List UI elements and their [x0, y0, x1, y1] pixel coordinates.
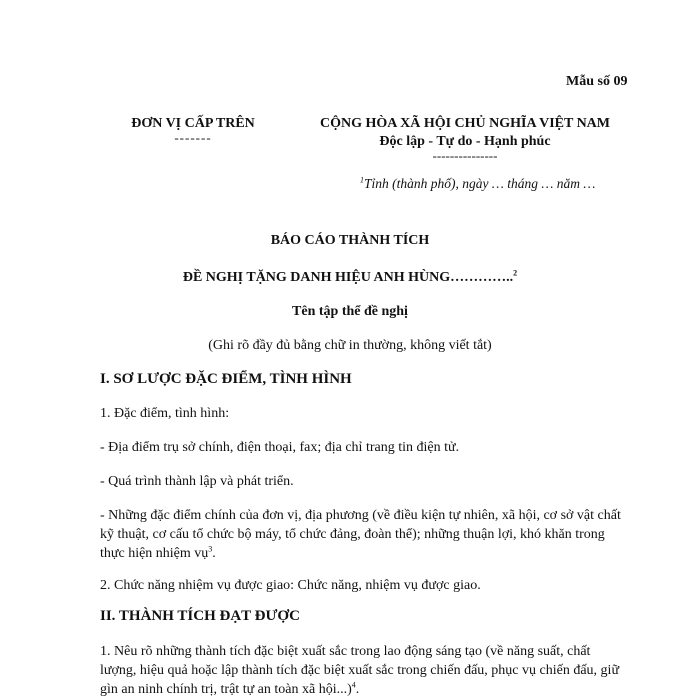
section1-paragraph-2: - Địa điểm trụ sở chính, điện thoại, fax; địa chỉ trang tin điện tử.: [100, 440, 460, 455]
issuing-authority-title: ĐƠN VỊ CẤP TRÊN: [131, 116, 255, 131]
section2-footnote-mark: 4: [351, 680, 356, 690]
national-motto: Độc lập - Tự do - Hạnh phúc: [379, 134, 551, 149]
section2-heading: II. THÀNH TÍCH ĐẠT ĐƯỢC: [100, 608, 300, 624]
document-subtitle-text: ĐỀ NGHỊ TẶNG DANH HIỆU ANH HÙNG…………..: [182, 270, 514, 285]
section1-paragraph-1: 1. Đặc điểm, tình hình:: [100, 406, 230, 421]
subtitle-footnote-mark: 2: [513, 268, 518, 278]
date-line: [360, 176, 595, 192]
section1-paragraph-4-end: .: [212, 546, 216, 561]
section1-paragraph-3: - Quá trình thành lập và phát triển.: [100, 474, 294, 489]
section2-paragraph-1: [100, 642, 630, 699]
section1-heading: I. SƠ LƯỢC ĐẶC ĐIỂM, TÌNH HÌNH: [100, 371, 352, 387]
paragraph4-footnote-mark: 3: [208, 544, 213, 554]
unit-name-note: (Ghi rõ đầy đủ bằng chữ in thường, không viết tắt): [208, 338, 492, 353]
issuing-authority-rule: -------: [174, 130, 212, 145]
national-title: CỘNG HÒA XÃ HỘI CHỦ NGHĨA VIỆT NAM: [319, 116, 610, 131]
unit-name-heading: Tên tập thể đề nghị: [292, 304, 408, 319]
form-number: Mẫu số 09: [566, 74, 628, 89]
national-rule: ---------------: [432, 148, 498, 163]
national-header-block: [290, 116, 640, 162]
section1-paragraph-5: 2. Chức năng nhiệm vụ được giao: Chức năng, nhiệm vụ được giao.: [100, 578, 481, 593]
date-text: Tỉnh (thành phố), ngày … tháng … năm …: [364, 176, 596, 191]
section1-paragraph-4-text: - Những đặc điểm chính của đơn vị, địa phương (về điều kiện tự nhiên, xã hội, cơ sở vật chất kỹ thuật, cơ cấu tổ chức bộ máy, tổ chức đảng, đoàn thể); những thuận lợi, khó khăn trong thực hiện nhiệm vụ: [100, 508, 621, 561]
section2-paragraph-1-text: 1. Nêu rõ những thành tích đặc biệt xuất sắc trong lao động sáng tạo (về năng suất, chất lượng, hiệu quả hoặc lập thành tích đặc biệt xuất sắc trong chiến đấu, phục vụ chiến đấu, giữ gìn an ninh chính trị, trật tự an toàn xã hội...): [100, 644, 620, 697]
document-title: BÁO CÁO THÀNH TÍCH: [270, 233, 430, 248]
issuing-authority-block: [118, 116, 268, 144]
section1-paragraph-4: [100, 506, 630, 563]
document-subtitle: [0, 270, 700, 286]
date-footnote-mark: 1: [360, 175, 364, 185]
section2-paragraph-1-end: .: [355, 682, 360, 697]
